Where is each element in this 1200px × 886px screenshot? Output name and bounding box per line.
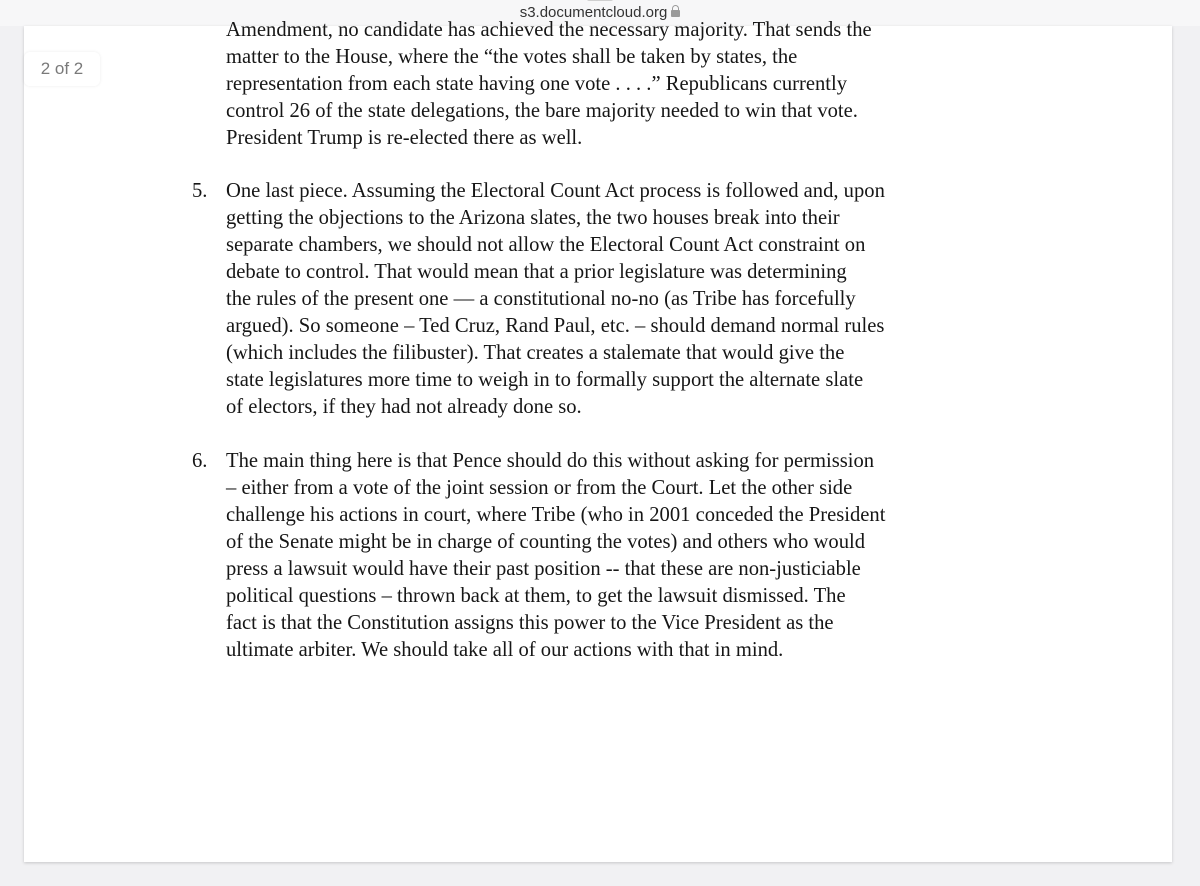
- continued-paragraph: [226, 17, 1016, 152]
- text-line: President Trump is re-elected there as well.: [226, 127, 583, 149]
- multitask-grabber[interactable]: [587, 0, 613, 1]
- item-6-paragraph: [226, 448, 1016, 664]
- text-line: representation from each state having one vote . . . .” Republicans currently: [226, 73, 848, 95]
- page-indicator: 2 of 2: [24, 52, 100, 86]
- text-line: the rules of the present one — a constitutional no-no (as Tribe has forcefully: [226, 288, 856, 310]
- item-5-paragraph: [226, 178, 1016, 421]
- lock-icon: [671, 10, 680, 17]
- text-line: debate to control. That would mean that a prior legislature was determining: [226, 261, 847, 283]
- text-line: argued). So someone – Ted Cruz, Rand Paul, etc. – should demand normal rules: [226, 315, 885, 337]
- text-line: The main thing here is that Pence should do this without asking for permission: [226, 450, 875, 472]
- text-line: ultimate arbiter. We should take all of our actions with that in mind.: [226, 639, 784, 661]
- text-line: getting the objections to the Arizona slates, the two houses break into their: [226, 207, 840, 229]
- text-line: press a lawsuit would have their past position -- that these are non-justiciable: [226, 558, 861, 580]
- text-line: political questions – thrown back at them, to get the lawsuit dismissed. The: [226, 585, 846, 607]
- text-line: separate chambers, we should not allow the Electoral Count Act constraint on: [226, 234, 866, 256]
- text-line: of electors, if they had not already done so.: [226, 396, 582, 418]
- text-line: challenge his actions in court, where Tribe (who in 2001 conceded the President: [226, 504, 886, 526]
- text-line: fact is that the Constitution assigns this power to the Vice President as the: [226, 612, 834, 634]
- text-line: (which includes the filibuster). That creates a stalemate that would give the: [226, 342, 845, 364]
- text-line: state legislatures more time to weigh in to formally support the alternate slate: [226, 369, 864, 391]
- item-number-6: 6.: [192, 450, 208, 472]
- text-line: control 26 of the state delegations, the bare majority needed to win that vote.: [226, 100, 858, 122]
- text-line: One last piece. Assuming the Electoral Count Act process is followed and, upon: [226, 180, 885, 202]
- url-text: s3.documentcloud.org: [519, 4, 668, 21]
- text-line: matter to the House, where the “the votes shall be taken by states, the: [226, 46, 798, 68]
- text-line: Amendment, no candidate has achieved the necessary majority. That sends the: [226, 19, 872, 41]
- text-line: – either from a vote of the joint session or from the Court. Let the other side: [226, 477, 853, 499]
- item-number-5: 5.: [192, 180, 208, 202]
- text-line: of the Senate might be in charge of counting the votes) and others who would: [226, 531, 866, 553]
